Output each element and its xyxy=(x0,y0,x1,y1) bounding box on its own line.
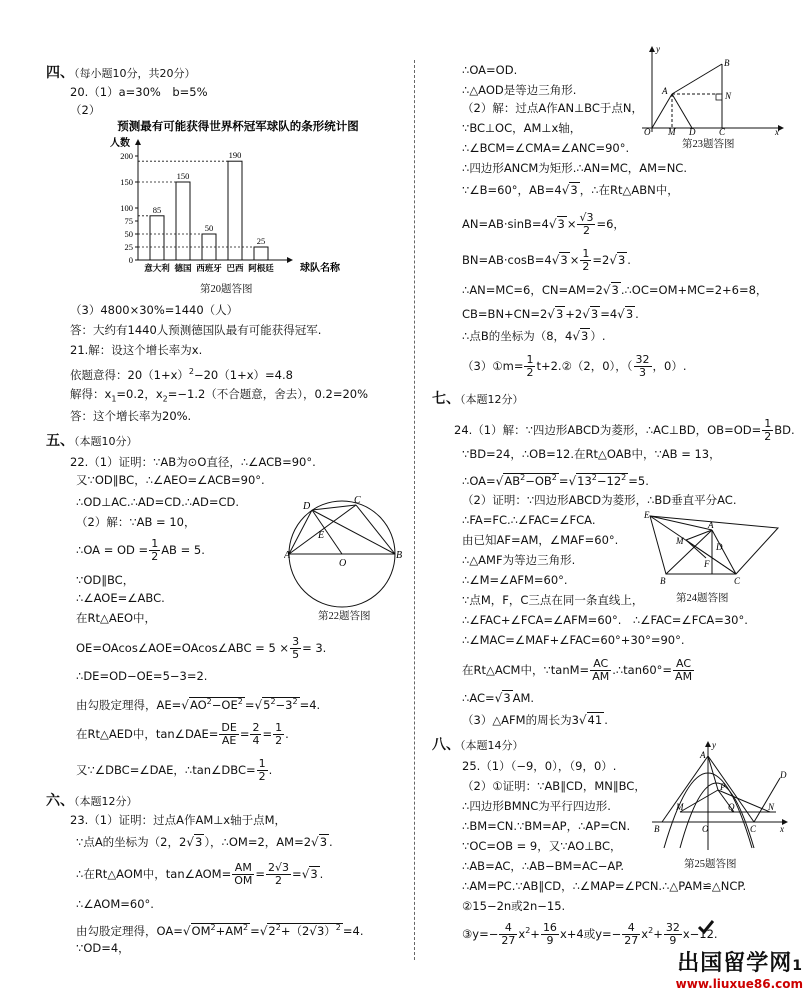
fig25-caption: 第25题答图 xyxy=(684,859,737,870)
q23-r8: AN=AB·sinB=4√3 × $\frac{√3}{2}$ =6， xyxy=(462,211,625,237)
watermark xyxy=(676,946,803,991)
fig25-label-m: M xyxy=(676,802,684,812)
q25-r36: ③y=− $\frac{4}{27}$ $x^2+$ $\frac{16}{9}$ x+4或y=− $\frac{4}{27}$ $x^2+$ $\frac{32}{9}$ x−12. xyxy=(462,921,718,947)
fig25-label-y: y xyxy=(712,740,716,750)
q21-setup: 21.解：设这个增长率为x. xyxy=(70,343,203,357)
q23-l6: ∵OD=4， xyxy=(76,941,130,955)
q24-r19: 由已知AF=AM，∠MAF=60°. xyxy=(462,533,619,547)
figure-25-parabola xyxy=(650,738,790,854)
fig24-label-a: A xyxy=(708,520,714,530)
fig20-caption: 第20题答图 xyxy=(200,284,253,295)
q21-answer: 答：这个增长率为20%. xyxy=(70,409,192,423)
q25-r35: ②15−2n或2n−15. xyxy=(462,899,566,913)
q23-l4: ∴∠AOM=60°. xyxy=(76,897,154,911)
column-divider xyxy=(414,60,415,960)
fig25-label-q: Q xyxy=(728,802,735,812)
q22-l4: （2）解：∵AB = 10， xyxy=(76,515,196,529)
chart-xlabel: 球队名称 xyxy=(300,263,340,274)
watermark-url: www.liuxue86.com xyxy=(675,977,803,991)
fig24-label-f: F xyxy=(704,559,710,569)
q20-part2: （2） xyxy=(70,103,101,117)
q23-r1: ∴OA=OD. xyxy=(462,63,518,77)
q23-l2: ∵点A的坐标为（2，2√3 ），∴OM=2，AM=2√3 . xyxy=(76,835,333,849)
q25-r34: ∴AM=PC.∵AB∥CD，∴∠MAP=∠PCN.∴△PAM≌△NCP. xyxy=(462,879,747,893)
q24-r24: ∴∠MAC=∠MAF+∠FAC=60°+30°=90°. xyxy=(462,633,685,647)
chart-ytick-label-3: 75 xyxy=(124,216,133,226)
fig22-caption: 第22题答图 xyxy=(318,611,371,622)
chart-ytick-label-0: 0 xyxy=(128,255,133,265)
fig23-label-d: D xyxy=(689,127,696,136)
q23-l5: 由勾股定理得，$OA=√OM^2+AM^2 =√2^2+(2√3)^2 =4$. xyxy=(76,923,364,938)
q23-r3: （2）解：过点A作AN⊥BC于点N， xyxy=(462,101,643,115)
fig22-label-b: B xyxy=(396,550,403,561)
q20-part3: （3）4800×30%=1440（人） xyxy=(70,303,239,317)
q25-r30: ∴四边形BMNC为平行四边形. xyxy=(462,799,611,813)
q24-r18: ∴FA=FC.∴∠FAC=∠FCA. xyxy=(462,513,596,527)
q23-r5: ∴∠BCM=∠CMA=∠ANC=90°. xyxy=(462,141,630,155)
q22-l12: 在Rt△AED中，tan∠DAE= $\frac{DE}{AE}$ = $\frac{2}{4}$ = $\frac{1}{2}$ . xyxy=(76,721,289,747)
chart-bar-value-2: 50 xyxy=(204,223,214,233)
fig24-label-d: D xyxy=(716,542,723,552)
fig23-label-a: A xyxy=(662,86,668,96)
q24-r27: （3）△AFM的周长为3√41 . xyxy=(462,713,608,727)
chart-bar-4 xyxy=(254,247,268,260)
chart-category-4: 阿根廷 xyxy=(248,263,274,273)
fig22-label-c: C xyxy=(354,496,361,506)
fig24-label-e: E xyxy=(644,510,650,520)
fig25-label-o: O xyxy=(702,824,709,834)
section-5-title: 五、（本题10分） xyxy=(46,433,138,449)
q22-l8: 在Rt△AEO中， xyxy=(76,611,157,625)
chart-bar-value-4: 25 xyxy=(256,236,266,246)
q23-r10: ∴AN=MC=6，CN=AM=2√3 .∴OC=OM+MC=2+6=8， xyxy=(462,283,768,297)
fig25-label-n: N xyxy=(768,802,775,812)
chart-x-arrow xyxy=(287,257,293,263)
q22-l13: 又∵∠DBC=∠DAE，∴tan∠DBC= $\frac{1}{2}$ . xyxy=(76,757,273,783)
chart-y-arrow xyxy=(135,139,141,145)
chart-ytick-label-1: 25 xyxy=(124,242,133,252)
fig22-label-o: O xyxy=(339,558,347,569)
page-number: 1 xyxy=(792,958,803,974)
q25-r32: ∵OC=OB = 9，又∵AO⊥BC， xyxy=(462,839,622,853)
q22-l10: ∴DE=OD−OE=5−3=2. xyxy=(76,669,208,683)
fig25-label-d: D xyxy=(780,770,787,780)
q23-r12: ∴点B的坐标为（8，4√3 ）. xyxy=(462,329,606,343)
chart-ytick-label-6: 200 xyxy=(120,151,133,161)
q23-r2: ∴△AOD是等边三角形. xyxy=(462,83,577,97)
q22-l7: ∴∠AOE=∠ABC. xyxy=(76,591,165,605)
q24-r25: 在Rt△ACM中，∵tanM= $\frac{AC}{AM}$ .∴tan60°= $\frac{AC}{AM}$ xyxy=(462,657,693,683)
q23-r4: ∵BC⊥OC，AM⊥x轴， xyxy=(462,121,582,135)
figure-22-circle xyxy=(284,496,406,614)
chart-bar-value-0: 85 xyxy=(152,204,162,215)
chart-category-0: 意大利 xyxy=(144,263,170,273)
q21-equation: 依题意得：$20(1+x)^2-20(1+x)=4.8$ xyxy=(70,367,293,382)
section-6-title: 六、（本题12分） xyxy=(46,793,138,809)
chart-category-2: 西班牙 xyxy=(196,263,222,273)
fig24-caption: 第24题答图 xyxy=(676,593,729,604)
q20-answer: 答：大约有1440人预测德国队最有可能获得冠军. xyxy=(70,323,322,337)
figure-24-rhombus xyxy=(640,510,790,592)
chart-bar-0 xyxy=(150,216,164,260)
q24-r14: 24.（1）解：∵四边形ABCD为菱形，∴AC⊥BD，OB=OD= $\frac{1}{2}$ BD. xyxy=(454,417,795,443)
q24-r23: ∴∠FAC+∠FCA=∠AFM=60°. ∴∠FAC=∠FCA=30°. xyxy=(462,613,748,627)
chart-ytick-label-2: 50 xyxy=(124,229,133,239)
q25-r28: 25.（1）（−9，0），（9，0）. xyxy=(462,759,617,773)
q24-r20: ∴△AMF为等边三角形. xyxy=(462,553,576,567)
q23-r11: CB=BN+CN=2√3 +2√3 =4√3 . xyxy=(462,307,639,321)
fig23-label-c: C xyxy=(719,127,726,136)
fig22-label-a: A xyxy=(284,550,291,561)
q22-l11: 由勾股定理得，$AE=√AO^2-OE^2 =√5^2-3^2 =4$. xyxy=(76,697,321,712)
q22-l1: 22.（1）证明：∵AB为⊙O直径，∴∠ACB=90°. xyxy=(70,455,316,469)
q24-r21: ∴∠M=∠AFM=60°. xyxy=(462,573,568,587)
watermark-title: 出国留学网 xyxy=(677,951,793,976)
chart-category-3: 巴西 xyxy=(226,263,244,273)
chart-title: 预测最有可能获得世界杯冠军球队的条形统计图 xyxy=(117,121,359,133)
chart-ytick-label-5: 150 xyxy=(120,177,133,187)
chart-bar-value-3: 190 xyxy=(228,150,242,161)
fig23-label-n: N xyxy=(725,91,732,101)
fig23-label-o: O xyxy=(644,127,651,136)
fig25-label-p: P xyxy=(720,782,726,792)
q24-r26: ∴AC=√3 AM. xyxy=(462,691,535,705)
section-7-title: 七、（本题12分） xyxy=(432,391,524,407)
q22-l2: 又∵OD∥BC，∴∠AEO=∠ACB=90°. xyxy=(76,473,265,487)
q23-r6: ∴四边形ANCM为矩形.∴AN=MC，AM=NC. xyxy=(462,161,687,175)
fig25-label-c: C xyxy=(750,824,757,834)
q22-l9: OE=OAcos∠AOE=OAcos∠ABC = 5 × $\frac{3}{5}$ = 3. xyxy=(76,635,327,661)
fig25-label-x: x xyxy=(780,824,784,834)
q25-r29: （2）①证明：∵AB∥CD，MN∥BC， xyxy=(462,779,646,793)
fig23-caption: 第23题答图 xyxy=(682,139,735,150)
q23-l1: 23.（1）证明：过点A作AM⊥x轴于点M， xyxy=(70,813,287,827)
q24-r17: （2）证明：∵四边形ABCD为菱形，∴BD垂直平分AC. xyxy=(462,493,737,507)
fig23-label-x: x xyxy=(775,127,779,136)
fig24-label-m: M xyxy=(676,536,684,546)
q22-l5: ∴OA = OD = $\frac{1}{2}$ AB = 5. xyxy=(76,537,205,563)
q21-solve: 解得：$x_1=0.2$，$x_2=-1.2$（不合题意，舍去），0.2=20% xyxy=(70,387,369,404)
q24-r15: ∵BD=24，∴OB=12.在Rt△OAB中，∵AB = 13， xyxy=(462,447,721,461)
section-8-title: 八、（本题14分） xyxy=(432,737,524,753)
chart-ylabel: 人数 xyxy=(110,138,130,149)
fig25-label-b: B xyxy=(654,824,660,834)
fig23-label-m: M xyxy=(668,127,676,136)
q20-part1: 20.（1）a=30% b=5% xyxy=(70,85,208,99)
chart-bar-3 xyxy=(228,161,242,260)
q23-r9: BN=AB·cosB=4√3 × $\frac{1}{2}$ =2√3 . xyxy=(462,247,631,273)
q22-l3: ∴OD⊥AC.∴AD=CD.∴AD=CD. xyxy=(76,495,240,509)
bar-chart-q20 xyxy=(90,116,390,306)
fig23-label-b: B xyxy=(724,58,730,68)
fig24-label-c: C xyxy=(734,576,741,586)
fig25-label-a: A xyxy=(700,750,706,760)
fig23-label-y: y xyxy=(656,44,660,54)
fig24-label-b: B xyxy=(660,576,666,586)
q25-r31: ∴BM=CN.∵BM=AP，∴AP=CN. xyxy=(462,819,631,833)
figure-23-coordinate xyxy=(636,44,786,136)
q23-r13: （3）①m= $\frac{1}{2}$ t+2.②（2，0），（ $\frac{32}{3}$ ，0）. xyxy=(462,353,687,379)
chart-bar-1 xyxy=(176,182,190,260)
fig22-label-d: D xyxy=(303,501,311,512)
section-4-title: 四、（每小题10分，共20分） xyxy=(46,65,196,81)
q22-l6: ∵OD∥BC， xyxy=(76,573,135,587)
fig22-label-e: E xyxy=(318,530,325,541)
q24-r16: $\therefore OA=√AB^2-OB^2 =√13^2-12^2 =5$. xyxy=(462,473,649,488)
chart-bar-value-1: 150 xyxy=(176,171,190,181)
chart-ytick-label-4: 100 xyxy=(120,203,133,213)
chart-bar-2 xyxy=(202,234,216,260)
q24-r22: ∵点M，F，C三点在同一条直线上， xyxy=(462,593,644,607)
checkmark-icon xyxy=(698,920,714,934)
chart-category-1: 德国 xyxy=(174,263,192,273)
q23-l3: ∴在Rt△AOM中，tan∠AOM= $\frac{AM}{OM}$ = $\frac{2√3}{2}$ =√3 . xyxy=(76,861,324,887)
q25-r33: ∴AB=AC，∴AB−BM=AC−AP. xyxy=(462,859,625,873)
q23-r7: ∵∠B=60°，AB=4√3 ，∴在Rt△ABN中， xyxy=(462,183,679,197)
